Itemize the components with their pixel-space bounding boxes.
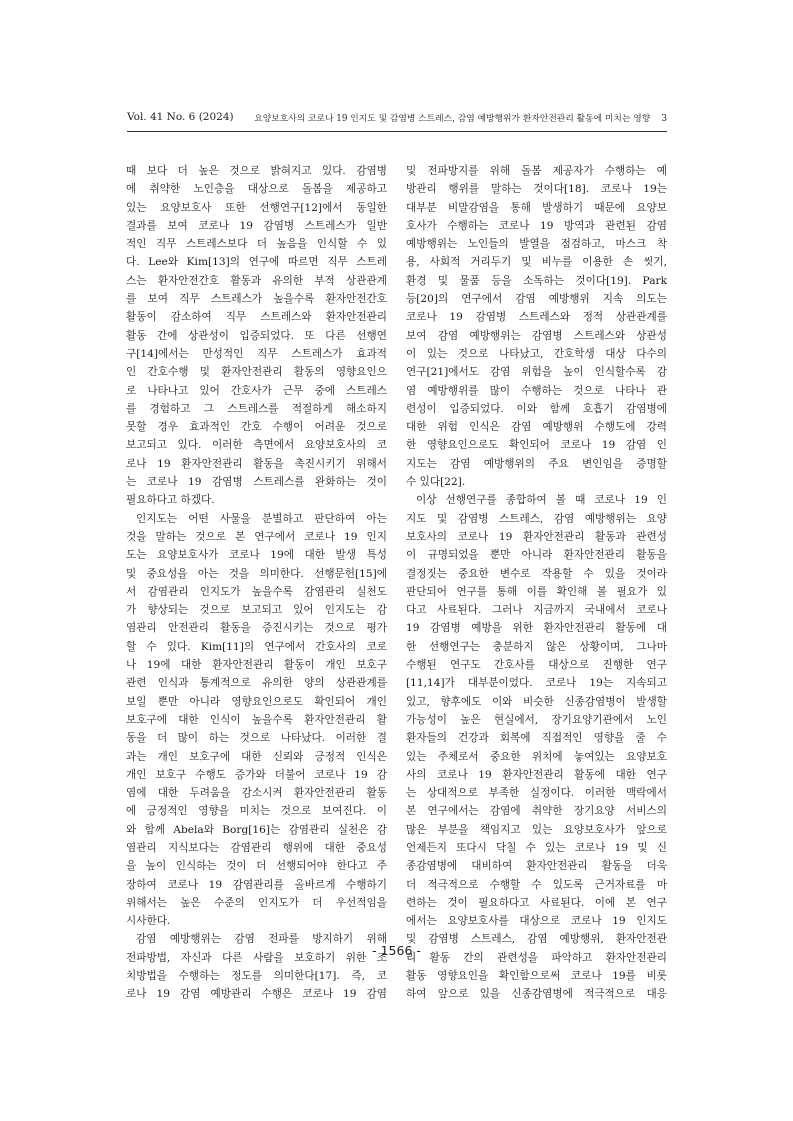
text-line: 한 선행연구는 충분하지 않은 상황이며, 그나마 — [406, 640, 667, 653]
text-line: 스는 환자안전간호 활동과 유의한 부적 상관관계 — [126, 274, 387, 287]
text-line: 가 향상되는 것으로 보고되고 있어 인지도는 감 — [126, 604, 387, 617]
text-line: 판단되어 연구를 통해 이를 확인해 볼 필요가 있 — [406, 585, 667, 598]
text-line: 있고, 향후에도 이와 비슷한 신종감염병이 발생할 — [406, 695, 667, 708]
text-line: 본 연구에서는 감염에 취약한 장기요양 서비스의 — [406, 805, 667, 818]
text-line: 호사가 수행하는 코로나 19 방역과 관련된 감염 — [406, 219, 667, 232]
text-line: 염 예방행위를 많이 수행하는 것으로 나타나 관 — [406, 384, 667, 397]
text-line: 종감염병에 대비하여 환자안전관리 활동을 더욱 — [406, 860, 667, 873]
text-line: 수 있다[22]. — [406, 476, 466, 489]
text-line: 감염 예방행위는 감염 전파를 방지하기 위해 — [136, 933, 387, 946]
text-line: 환경 및 물품 등을 소독하는 것이다[19]. Park — [406, 274, 667, 287]
text-line: 보호구에 대한 인식이 높을수록 환자안전관리 활 — [126, 713, 387, 726]
running-title: 요양보호사의 코로나 19 인지도 및 감염병 스트레스, 감염 예방행위가 환자안전관리 활동에 미치는 영향 — [254, 114, 651, 124]
text-line: 한 영향요인으로도 확인되어 코로나 19 감염 인 — [406, 439, 667, 452]
text-line: 염관리 지식보다는 감염관리 행위에 대한 중요성 — [126, 841, 387, 854]
text-line: 나 19에 대한 환자안전관리 활동이 개인 보호구 — [126, 659, 387, 672]
text-line: 전파방법, 자신과 다른 사람을 보호하기 위한 조 — [126, 951, 387, 964]
text-line: 있는 요양보호사 또한 선행연구[12]에서 동일한 — [126, 201, 387, 214]
text-line: 결과를 보여 코로나 19 감염병 스트레스가 일반 — [126, 219, 387, 232]
header-rule — [127, 131, 667, 132]
text-line: 로나 19 환자안전관리 활동을 촉진시키기 위해서 — [126, 457, 387, 470]
text-line: 수행된 연구도 간호사를 대상으로 진행한 연구 — [406, 659, 667, 672]
text-line: 대부분 비말감염을 통해 발생하기 때문에 요양보 — [406, 201, 667, 214]
text-line: 때 보다 더 높은 것으로 밝혀지고 있다. 감염병 — [126, 165, 387, 177]
text-line: 구[14]에서는 만성적인 직무 스트레스가 효과적 — [126, 347, 387, 360]
text-line: 하여 앞으로 있을 신종감염병에 적극적으로 대응 — [406, 988, 667, 1001]
text-line: 필요하다고 하겠다. — [126, 494, 215, 507]
running-header — [127, 111, 667, 131]
text-line: 활동이 감소하여 직무 스트레스와 환자안전관리 — [126, 311, 387, 324]
text-line: 결정짓는 중요한 변수로 작용할 수 있을 것이라 — [406, 567, 667, 580]
page-footer: - 1566 - — [372, 943, 421, 958]
text-line: 예방행위는 노인들의 발열을 점검하고, 마스크 착 — [406, 238, 667, 251]
text-line: 로나 19 감염 예방관리 수행은 코로나 19 감염 — [126, 988, 387, 1001]
text-line: 것을 말하는 것으로 본 연구에서 코로나 19 인지 — [126, 530, 387, 543]
text-line: 염에 대한 두려움을 감소시켜 환자안전관리 활동 — [126, 787, 387, 800]
text-line: 등[20]의 연구에서 감염 예방행위 지속 의도는 — [406, 293, 667, 306]
right-text-column — [406, 162, 667, 1004]
text-line: 지도는 감염 예방행위의 주요 변인임을 증명할 — [406, 457, 667, 470]
running-title-and-page — [254, 111, 667, 124]
text-line: 환자들의 건강과 회복에 직접적인 영향을 줄 수 — [406, 732, 667, 745]
text-line: 있는 주체로서 중요한 위치에 놓여있는 요양보호 — [406, 750, 667, 763]
text-line: 장하여 코로나 19 감염관리를 올바르게 수행하기 — [126, 878, 387, 891]
text-line: 사의 코로나 19 환자안전관리 활동에 대한 연구 — [406, 768, 667, 781]
text-line: 에 긍정적인 영향을 미치는 것으로 보여진다. 이 — [126, 805, 387, 818]
text-line: 개인 보호구 수행도 증가와 더불어 코로나 19 감 — [126, 768, 387, 781]
left-text-column — [126, 162, 387, 1004]
text-line: 방관리 행위를 말하는 것이다[18]. 코로나 19는 — [406, 183, 667, 196]
text-line: 활동 간에 상관성이 입증되었다. 또 다른 선행연 — [126, 329, 387, 342]
text-line: 보일 뿐만 아니라 영향요인으로도 확인되어 개인 — [126, 695, 387, 708]
text-line: 못할 경우 효과적인 간호 수행이 어려운 것으로 — [126, 421, 387, 434]
text-line: 를 보여 직무 스트레스가 높을수록 환자안전간호 — [126, 293, 387, 306]
text-line: 위해서는 높은 수준의 인지도가 더 우선적임을 — [126, 896, 387, 909]
text-line: 지도 및 감염병 스트레스, 감염 예방행위는 요양 — [406, 512, 667, 525]
text-line: 을 높이 인식하는 것이 더 선행되어야 한다고 주 — [126, 860, 387, 873]
text-line: 이 있는 것으로 나타났고, 간호학생 대상 다수의 — [406, 347, 667, 360]
text-line: 에 취약한 노인층을 대상으로 돌봄을 제공하고 — [126, 183, 387, 196]
text-line: 보고되고 있다. 이러한 측면에서 요양보호사의 코 — [126, 439, 387, 452]
text-line: 이 규명되었을 뿐만 아니라 환자안전관리 활동을 — [406, 549, 667, 562]
text-line: 련성이 입증되었다. 이와 함께 호흡기 감염병에 — [406, 402, 667, 415]
text-line: 보호사의 코로나 19 환자안전관리 활동과 관련성 — [406, 530, 667, 543]
text-line: 리 활동 간의 관련성을 파악하고 환자안전관리 — [406, 951, 667, 964]
text-line: 언제든지 또다시 닥칠 수 있는 코로나 19 및 신 — [406, 841, 667, 854]
text-line: 다고 사료된다. 그러나 지금까지 국내에서 코로나 — [406, 604, 667, 617]
text-line: 및 전파방지를 위해 돌봄 제공자가 수행하는 예 — [406, 165, 667, 177]
text-line: 와 함께 Abela와 Borg[16]는 감염관리 실천은 감 — [126, 823, 387, 836]
text-line: 대한 위험 인식은 감염 예방행위 수행도에 강력 — [406, 421, 667, 434]
text-line: [11,14]가 대부분이었다. 코로나 19는 지속되고 — [406, 677, 667, 690]
text-line: 에서는 요양보호사를 대상으로 코로나 19 인지도 — [406, 915, 667, 928]
text-line: 다. Lee와 Kim[13]의 연구에 따르면 직무 스트레 — [126, 256, 387, 269]
text-line: 및 중요성을 아는 것을 의미한다. 선행문헌[15]에 — [126, 567, 387, 580]
text-line: 용, 사회적 거리두기 및 비누를 이용한 손 씻기, — [406, 256, 667, 269]
text-line: 할 수 있다. Kim[11]의 연구에서 간호사의 코로 — [126, 640, 387, 653]
text-line: 는 코로나 19 감염병 스트레스를 완화하는 것이 — [126, 476, 387, 489]
text-line: 및 감염병 스트레스, 감염 예방행위, 환자안전관 — [406, 933, 667, 946]
text-line: 련하는 것이 필요하다고 사료된다. 이에 본 연구 — [406, 896, 667, 909]
text-line: 관련 인식과 통계적으로 유의한 양의 상관관계를 — [126, 677, 387, 690]
text-line: 코로나 19 감염병 스트레스와 정적 상관관계를 — [406, 311, 667, 324]
text-line: 도는 요양보호사가 코로나 19에 대한 발생 특성 — [126, 549, 387, 562]
text-line: 를 경험하고 그 스트레스를 적절하게 해소하지 — [126, 402, 387, 415]
text-line: 많은 부분을 책임지고 있는 요양보호사가 앞으로 — [406, 823, 667, 836]
text-line: 동을 더 많이 하는 것으로 나타났다. 이러한 결 — [126, 732, 387, 745]
text-line: 과는 개인 보호구에 대한 신뢰와 긍정적 인식은 — [126, 750, 387, 763]
text-line: 더 적극적으로 수행할 수 있도록 근거자료를 마 — [406, 878, 667, 891]
text-line: 19 감염병 예방을 위한 환자안전관리 활동에 대 — [406, 622, 667, 635]
text-line: 서 감염관리 인지도가 높을수록 감염관리 실천도 — [126, 585, 387, 598]
header-page-number: 3 — [661, 114, 667, 124]
journal-volume: Vol. 41 No. 6 (2024) — [127, 111, 234, 123]
text-line: 활동 영향요인을 확인함으로써 코로나 19를 비롯 — [406, 970, 667, 983]
text-line: 인 간호수행 및 환자안전관리 활동의 영향요인으 — [126, 366, 387, 379]
text-line: 염관리 안전관리 활동을 증진시키는 것으로 평가 — [126, 622, 387, 635]
text-line: 적인 직무 스트레스보다 더 높음을 인식할 수 있 — [126, 238, 387, 251]
text-line: 보여 감염 예방행위는 감염병 스트레스와 상관성 — [406, 329, 667, 342]
text-line: 로 나타나고 있어 간호사가 근무 중에 스트레스 — [126, 384, 387, 397]
text-line: 시사한다. — [126, 915, 171, 928]
text-line: 인지도는 어떤 사물을 분별하고 판단하여 아는 — [136, 512, 387, 525]
text-line: 가능성이 높은 현실에서, 장기요양기관에서 노인 — [406, 713, 667, 726]
text-line: 연구[21]에서도 감염 위험을 높이 인식할수록 감 — [406, 366, 667, 379]
text-line: 치방법을 수행하는 정도를 의미한다[17]. 즉, 코 — [126, 970, 387, 983]
text-line: 는 상대적으로 부족한 실정이다. 이러한 맥락에서 — [406, 787, 667, 800]
text-line: 이상 선행연구를 종합하여 볼 때 코로나 19 인 — [416, 494, 667, 507]
